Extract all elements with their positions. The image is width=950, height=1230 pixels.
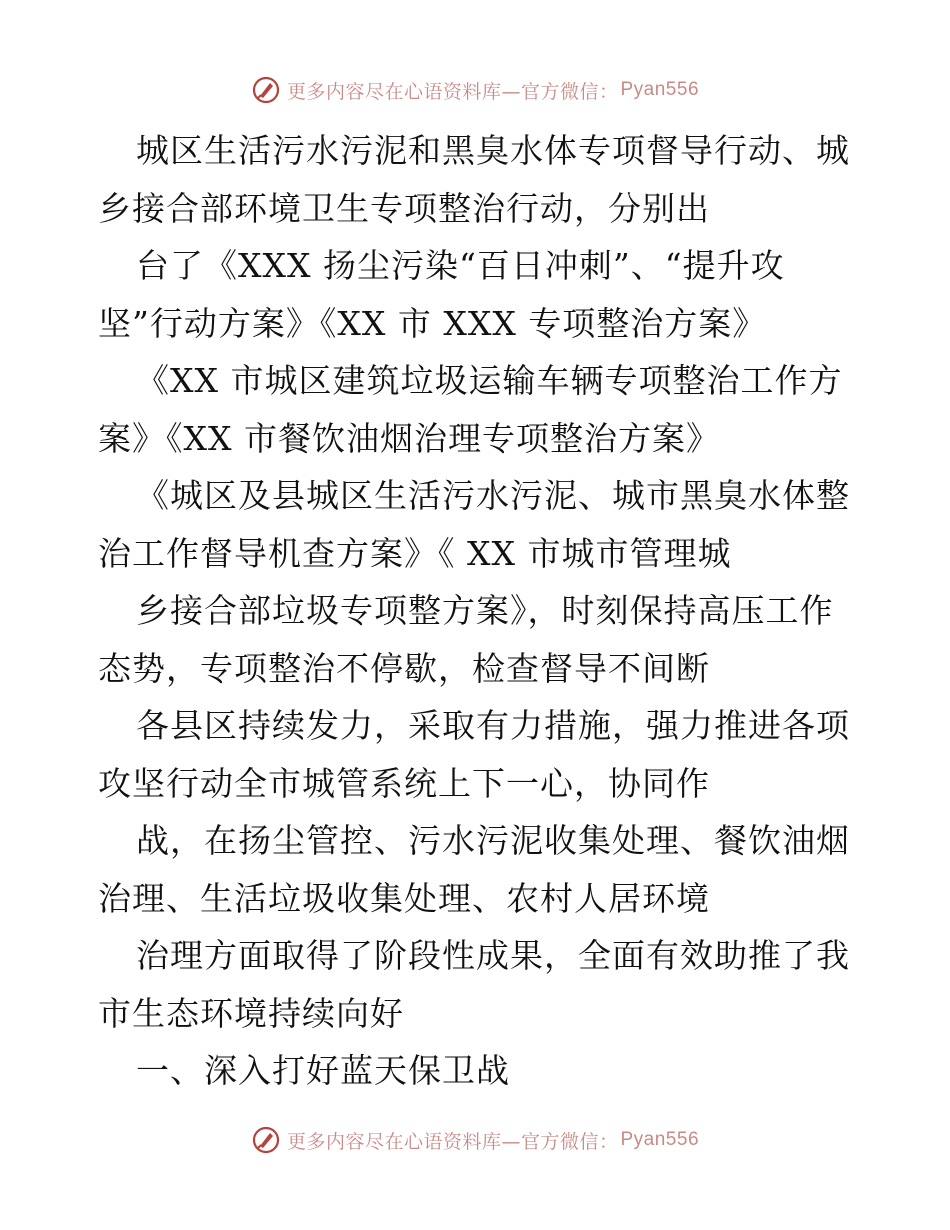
text-line: 乡接合部垃圾专项整方案》，时刻保持高压工作 (136, 591, 834, 630)
text-line: 各县区持续发力，采取有力措施，强力推进各项 (136, 706, 850, 745)
text-line: 一、深入打好蓝天保卫战 (136, 1051, 510, 1090)
text-line: 治理方面取得了阶段性成果，全面有效助推了我 (136, 936, 850, 975)
pen-nib-circle-icon (251, 75, 281, 105)
text-line: 《城区及县城区生活污水污泥、城市黑臭水体整 (136, 476, 850, 515)
watermark-wechat-id: Pyan556 (620, 79, 700, 100)
text-line: 坚”行动方案》《XX 市 XXX 专项整治方案》 (98, 303, 767, 343)
text-line: 案》《XX 市餐饮油烟治理专项整治方案》 (98, 418, 720, 458)
watermark-text: 更多内容尽在心语资料库—官方微信： (286, 1130, 619, 1153)
pen-nib-circle-icon (251, 1125, 281, 1155)
text-line: 台了《XXX 扬尘污染“百日冲刺”、“提升攻 (136, 246, 785, 285)
watermark-text: 更多内容尽在心语资料库—官方微信： (286, 80, 619, 103)
header-watermark (0, 70, 950, 110)
text-line: 城区生活污水污泥和黑臭水体专项督导行动、城 (136, 131, 850, 170)
watermark-wechat-id: Pyan556 (620, 1129, 700, 1150)
footer-watermark (0, 1120, 950, 1160)
text-line: 市生态环境持续向好 (98, 993, 404, 1033)
text-line: 态势，专项整治不停歇，检查督导不间断 (98, 648, 710, 688)
text-line: 《XX 市城区建筑垃圾运输车辆专项整治工作方 (136, 361, 843, 400)
text-line: 战，在扬尘管控、污水污泥收集处理、餐饮油烟 (136, 821, 850, 860)
text-line: 治理、生活垃圾收集处理、农村人居环境 (98, 878, 710, 918)
text-line: 乡接合部环境卫生专项整治行动，分别出 (98, 188, 710, 228)
text-line: 攻坚行动全市城管系统上下一心，协同作 (98, 763, 710, 803)
document-body (98, 122, 868, 1100)
text-line: 治工作督导机查方案》《 XX 市城市管理城 (98, 533, 732, 573)
